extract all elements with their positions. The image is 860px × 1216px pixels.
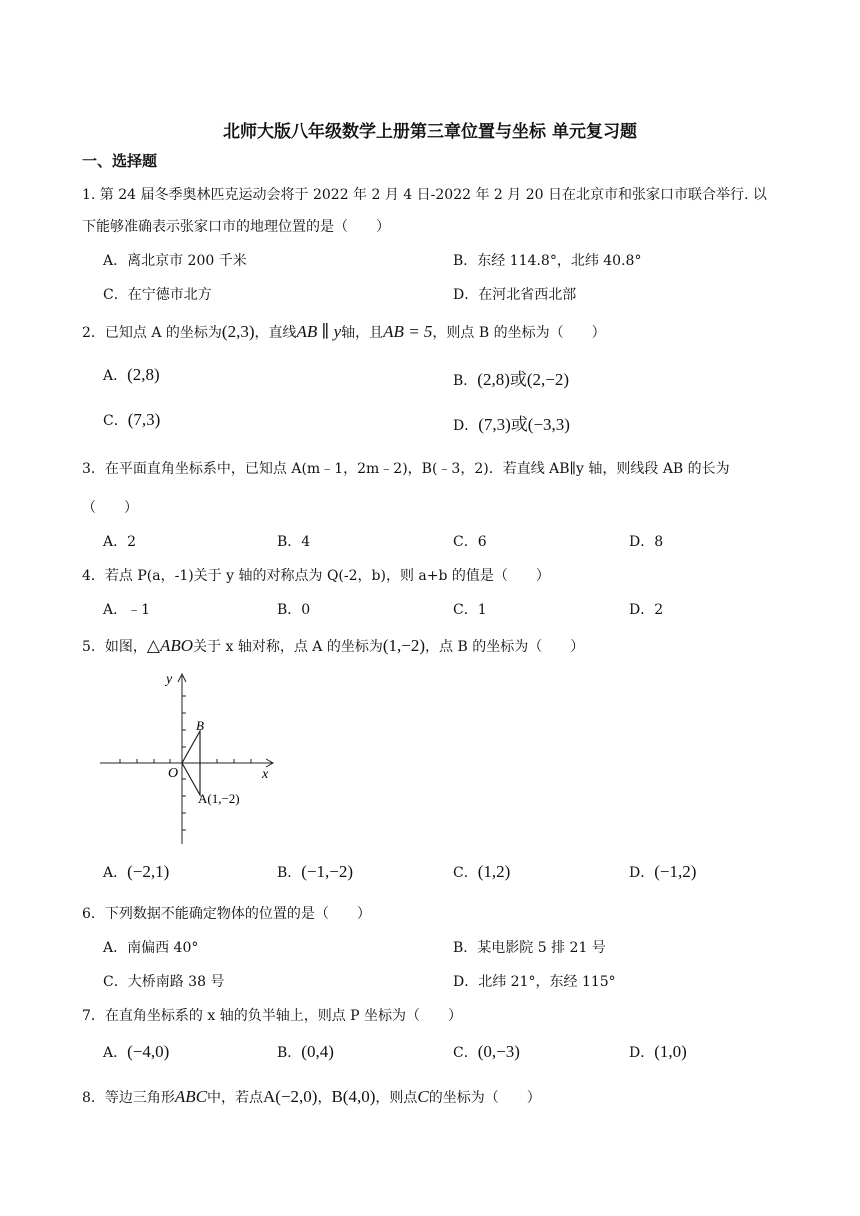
- question-4-stem: 4．若点 P(a，-1)关于 y 轴的对称点为 Q(-2，b)，则 a+b 的值是（ ）: [82, 568, 550, 584]
- question-6-option-c[interactable]: C．大桥南路 38 号: [103, 974, 225, 990]
- question-3-option-c[interactable]: C．6: [453, 534, 487, 550]
- question-4-option-a[interactable]: A．﹣1: [103, 602, 151, 618]
- q2-text-b: ，直线: [254, 325, 297, 341]
- page-title: 北师大版八年级数学上册第三章位置与坐标 单元复习题: [223, 122, 637, 142]
- coordinate-figure: [96, 668, 286, 850]
- q5-text-c: ，点 B 的坐标为（ ）: [425, 639, 585, 655]
- question-5-option-b[interactable]: B．(−1,−2): [277, 862, 354, 881]
- q8-text-a: 8．等边三角形: [82, 1090, 175, 1106]
- q8-text-c: ，: [317, 1090, 332, 1106]
- section-heading: 一、选择题: [82, 152, 158, 170]
- point-b-label: B: [196, 718, 204, 733]
- question-6-stem: 6．下列数据不能确定物体的位置的是（ ）: [82, 906, 371, 922]
- question-7-option-c[interactable]: C．(0,−3): [453, 1042, 520, 1061]
- q2-math-length: AB = 5: [383, 322, 433, 341]
- x-axis-ticks: [120, 759, 251, 763]
- q8-math-point-c: C: [417, 1087, 429, 1106]
- question-4-option-b[interactable]: B．0: [277, 602, 311, 618]
- q2-math-point-a: (2,3): [221, 322, 255, 341]
- q2-text-c: 轴，且: [341, 325, 384, 341]
- q5-text-a: 5．如图，: [82, 639, 147, 655]
- point-a-label: A(1,−2): [198, 791, 240, 806]
- x-axis-label: x: [262, 767, 269, 782]
- question-1-option-a[interactable]: A．离北京市 200 千米: [103, 253, 247, 269]
- q8-text-e: 的坐标为（ ）: [428, 1090, 541, 1106]
- q8-math-point-a: A(−2,0): [263, 1087, 318, 1106]
- question-3-option-b[interactable]: B．4: [277, 534, 311, 550]
- question-5-option-d[interactable]: D．(−1,2): [629, 862, 697, 881]
- question-3-stem-line2: （ ）: [82, 500, 138, 516]
- question-7-option-d[interactable]: D．(1,0): [629, 1042, 687, 1061]
- q8-math-point-b: B(4,0): [331, 1087, 376, 1106]
- origin-label: O: [168, 766, 179, 781]
- question-8-stem: [82, 1087, 541, 1107]
- question-3-option-d[interactable]: D．8: [629, 534, 664, 550]
- question-1-stem-line2: 下能够准确表示张家口市的地理位置的是（ ）: [82, 219, 390, 235]
- q5-text-b: 关于 x 轴对称，点 A 的坐标为: [193, 639, 383, 655]
- question-6-option-d[interactable]: D．北纬 21°，东经 115°: [453, 974, 616, 990]
- q8-text-b: 中，若点: [207, 1090, 264, 1106]
- question-3-stem-line1: 3．在平面直角坐标系中，已知点 A(m﹣1，2m﹣2)，B(﹣3，2)．若直线 AB∥y 轴，则线段 AB 的长为: [82, 461, 730, 477]
- question-7-option-b[interactable]: B．(0,4): [277, 1042, 334, 1061]
- question-1-option-b[interactable]: B．东经 114.8°，北纬 40.8°: [453, 253, 642, 269]
- q2-text-a: 2．已知点 A 的坐标为: [82, 325, 222, 341]
- q2-text-d: ，则点 B 的坐标为（ ）: [432, 325, 606, 341]
- q2-math-parallel: AB ∥ y: [296, 322, 342, 341]
- question-4-option-d[interactable]: D．2: [629, 602, 664, 618]
- question-2-stem: [82, 322, 606, 342]
- q5-math-triangle: △ABO: [146, 636, 194, 655]
- question-2-option-b[interactable]: B．(2,8)或(2,−2): [453, 370, 570, 389]
- q8-text-d: ，则点: [375, 1090, 418, 1106]
- question-2-option-d[interactable]: D．(7,3)或(−3,3): [453, 415, 570, 434]
- question-3-option-a[interactable]: A．2: [103, 534, 137, 550]
- question-2-option-a[interactable]: A．(2,8): [103, 365, 160, 384]
- q5-math-point-a: (1,−2): [382, 636, 426, 655]
- question-5-option-a[interactable]: A．(−2,1): [103, 862, 170, 881]
- question-1-option-c[interactable]: C．在宁德市北方: [103, 287, 212, 303]
- question-6-option-b[interactable]: B．某电影院 5 排 21 号: [453, 940, 606, 956]
- question-4-option-c[interactable]: C．1: [453, 602, 487, 618]
- question-7-option-a[interactable]: A．(−4,0): [103, 1042, 170, 1061]
- question-7-stem: 7．在直角坐标系的 x 轴的负半轴上，则点 P 坐标为（ ）: [82, 1008, 463, 1024]
- question-5-option-c[interactable]: C．(1,2): [453, 862, 511, 881]
- question-1-option-d[interactable]: D．在河北省西北部: [453, 287, 577, 303]
- y-axis-label: y: [166, 672, 173, 687]
- question-6-option-a[interactable]: A．南偏西 40°: [103, 940, 199, 956]
- question-2-option-c[interactable]: C．(7,3): [103, 410, 161, 429]
- question-5-stem: [82, 636, 584, 656]
- question-1-stem-line1: 1. 第 24 届冬季奥林匹克运动会将于 2022 年 2 月 4 日-2022 年 2 月 20 日在北京市和张家口市联合举行. 以: [82, 187, 767, 203]
- q8-math-abc: ABC: [174, 1087, 208, 1106]
